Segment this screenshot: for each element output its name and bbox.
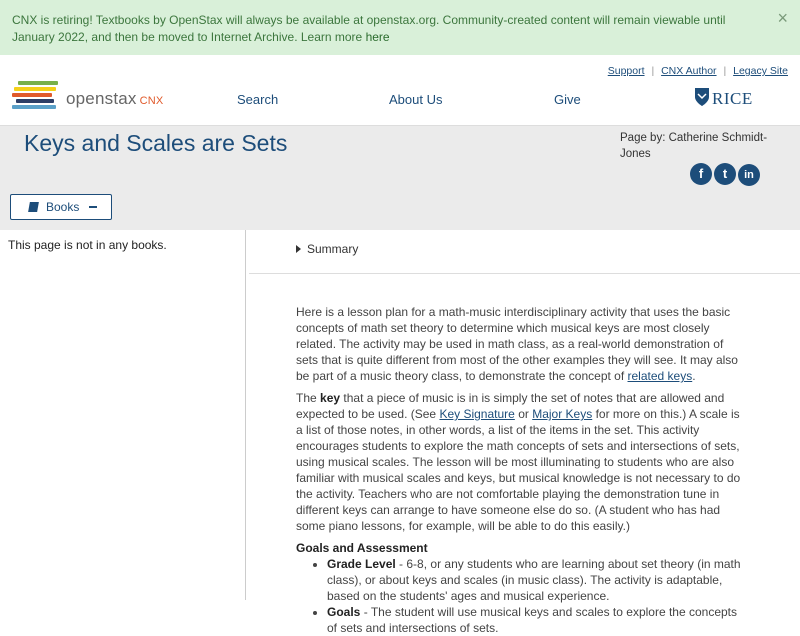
- key-signature-link[interactable]: Key Signature: [439, 407, 515, 421]
- books-toggle-button[interactable]: [10, 194, 112, 220]
- bold-term: key: [320, 391, 341, 405]
- page-content: [296, 304, 748, 636]
- text: for more on this.) A scale is a list of those notes, in other words, a list of the items in the set. This activity encourages students to explore the math concepts of sets and intersections of sets, using musical scales. The lesson will be most illuminating to students who are also familiar with musical scales and keys, but musical knowledge is not necessary to do the activity. Teachers who are not comfortable playing the demonstration tune in different keys can arrange to have someone else do so. (A student who has had some piano lessons, for example, will be able to do this easily.): [296, 407, 741, 533]
- rice-wordmark: RICE: [712, 89, 753, 108]
- list-item-label: Goals: [327, 605, 361, 619]
- page-author: Page by: Catherine Schmidt-Jones: [620, 132, 768, 160]
- cnx-author-link[interactable]: CNX Author: [661, 65, 717, 77]
- paragraph-intro: [296, 304, 748, 384]
- books-button-label: Books: [46, 200, 80, 214]
- list-item-text: - 6-8, or any students who are learning about set theory (in math class), or about keys and scales (in music class). The activity is adaptable, based on the students' ages and musical experience.: [327, 557, 741, 603]
- facebook-icon[interactable]: f: [690, 163, 712, 185]
- utility-nav: [608, 65, 788, 77]
- banner-text: CNX is retiring! Textbooks by OpenStax will always be available at openstax.org. Community-created content will remain viewable until January 2022, and then be moved to Internet Archive. Learn more: [12, 13, 726, 44]
- text: that a piece of music is in is simply the set of notes that are allowed and expected to be used. (See: [296, 391, 725, 421]
- site-header: [0, 55, 800, 125]
- logo-wordmark: [66, 89, 163, 109]
- text: Here is a lesson plan for a math-music interdisciplinary activity that uses the basic concepts of math set theory to determine which musical keys are most closely related. The activity may be used in math class, as a real-world demonstration of sets that is quite different from most of the other examples they will see. It may also be part of a music theory class, to demonstrate the concept of: [296, 305, 738, 383]
- minus-icon: [89, 206, 97, 208]
- divider: |: [651, 65, 655, 77]
- paragraph-key: [296, 390, 748, 534]
- list-item: [327, 556, 748, 604]
- logo-cnx: CNX: [139, 95, 164, 107]
- nav-search[interactable]: Search: [237, 92, 279, 107]
- goals-list: [327, 556, 748, 636]
- openstax-cnx-logo[interactable]: [12, 81, 182, 113]
- book-icon: [28, 202, 39, 212]
- text: .: [692, 369, 696, 383]
- rice-logo[interactable]: [694, 87, 754, 111]
- text: or: [518, 407, 529, 421]
- logo-word: openstax: [66, 89, 137, 108]
- summary-toggle[interactable]: [249, 230, 800, 274]
- major-keys-link[interactable]: Major Keys: [532, 407, 593, 421]
- linkedin-icon[interactable]: in: [738, 164, 760, 186]
- list-item: [327, 604, 748, 636]
- books-stack-icon: [12, 81, 60, 109]
- page-title: Keys and Scales are Sets: [24, 130, 288, 156]
- list-item-label: Grade Level: [327, 557, 396, 571]
- rice-shield-icon: [694, 87, 710, 107]
- caret-right-icon: [296, 245, 301, 253]
- retirement-banner: [0, 0, 800, 55]
- text: The: [296, 391, 317, 405]
- legacy-site-link[interactable]: Legacy Site: [733, 65, 788, 77]
- close-icon[interactable]: ×: [777, 8, 788, 28]
- banner-learn-more-link[interactable]: here: [365, 30, 390, 44]
- related-keys-link[interactable]: related keys: [627, 369, 693, 383]
- support-link[interactable]: Support: [607, 65, 645, 77]
- books-sidebar: [0, 230, 246, 600]
- nav-about-us[interactable]: About Us: [389, 92, 443, 107]
- divider: |: [723, 65, 727, 77]
- twitter-icon[interactable]: t: [714, 163, 736, 185]
- goals-heading: Goals and Assessment: [296, 541, 428, 555]
- social-share: [690, 163, 762, 186]
- nav-give[interactable]: Give: [554, 92, 581, 107]
- title-bar: [0, 125, 800, 230]
- sidebar-text: This page is not in any books.: [8, 238, 167, 252]
- list-item-text: - The student will use musical keys and scales to explore the concepts of sets and intersections of sets.: [327, 605, 738, 635]
- summary-label: Summary: [307, 242, 359, 256]
